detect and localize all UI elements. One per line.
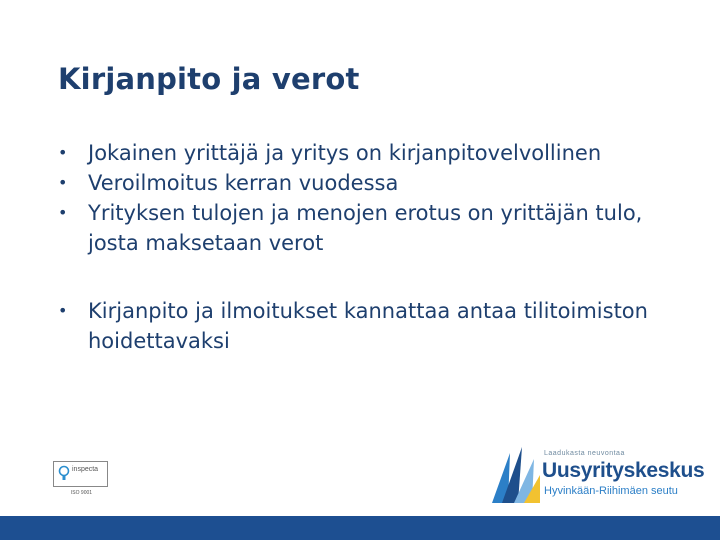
certification-logo	[53, 461, 108, 487]
bullet-dot: •	[58, 143, 68, 162]
logo-tagline: Laadukasta neuvontaa	[544, 450, 625, 457]
bullet-dot: •	[58, 203, 68, 222]
certification-code: ISO 9001	[70, 490, 93, 496]
bullet-dot: •	[58, 301, 68, 320]
bullet-item	[58, 296, 658, 356]
footer-bar	[0, 516, 720, 540]
bullet-text: Yrityksen tulojen ja menojen erotus on yrittäjän tulo, josta maksetaan verot	[88, 201, 643, 255]
bullet-text: Kirjanpito ja ilmoitukset kannattaa antaa tilitoimiston hoidettavaksi	[88, 299, 648, 353]
slide-title: Kirjanpito ja verot	[58, 62, 360, 96]
logo-name: Uusyrityskeskus	[542, 459, 705, 482]
certification-badge	[53, 461, 110, 496]
logo-region: Hyvinkään-Riihimäen seutu	[544, 485, 678, 497]
inspecta-mark-icon	[58, 465, 70, 481]
bullet-item	[58, 138, 658, 168]
bullet-list	[58, 138, 658, 356]
bullet-dot: •	[58, 173, 68, 192]
bullet-item	[58, 198, 658, 258]
bullet-text: Veroilmoitus kerran vuodessa	[88, 171, 399, 195]
sail-logo-icon	[488, 445, 542, 505]
bullet-text: Jokainen yrittäjä ja yritys on kirjanpitovelvollinen	[88, 141, 602, 165]
bullet-item	[58, 168, 658, 198]
uusyrityskeskus-logo	[488, 445, 708, 505]
certification-name: inspecta	[72, 466, 99, 473]
